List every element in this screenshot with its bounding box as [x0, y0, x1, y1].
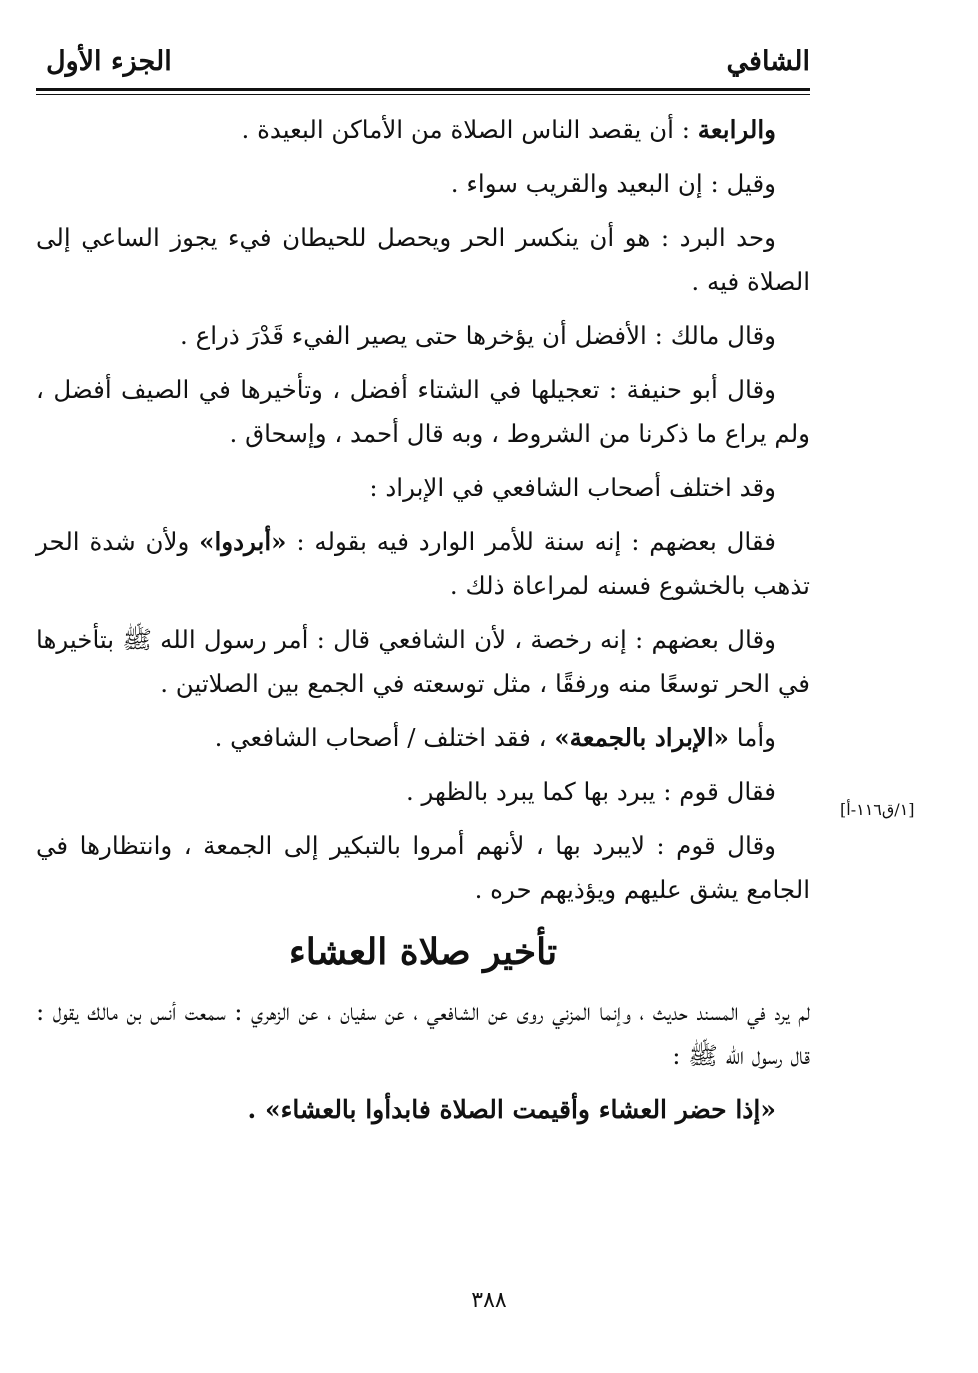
page-number: ٣٨٨ — [471, 1288, 507, 1313]
paragraph-9 — [36, 716, 810, 760]
paragraph-8: وقال بعضهم : إنه رخصة ، لأن الشافعي قال : أمر رسول الله ﷺ بتأخيرها في الحر توسعًا منه ورفقًا ، مثل توسعته في الجمع بين الصلاتين . — [36, 625, 810, 698]
paragraph-3: وحد البرد : هو أن ينكسر الحر ويحصل للحيطان فيء يجوز الساعي إلى الصلاة فيه . — [36, 223, 810, 296]
section-heading: تأخير صلاة العشاء — [288, 931, 558, 973]
paragraph-7-bold: «أبردوا» — [199, 527, 287, 556]
paragraph-1-text: : أن يقصد الناس الصلاة من الأماكن البعيدة . — [241, 115, 698, 144]
book-title: الشافي — [726, 46, 810, 77]
paragraph-5: وقال أبو حنيفة : تعجيلها في الشتاء أفضل ، وتأخيرها في الصيف أفضل ، ولم يراع ما ذكرنا من الشروط ، وبه قال أحمد ، وإسحاق . — [36, 375, 810, 448]
paragraph-10: فقال قوم : يبرد بها كما يبرد بالظهر . — [405, 777, 776, 806]
paragraph-11: وقال قوم : لايبرد بها ، لأنهم أمروا بالتبكير إلى الجمعة ، وانتظارها في الجامع يشق عليهم ويؤذيهم حره . — [36, 831, 810, 904]
header-rule-thick — [36, 88, 810, 91]
header-rule-thin — [36, 94, 810, 95]
paragraph-9-text-a: وأما — [728, 723, 776, 752]
paragraph-7-text-a: فقال بعضهم : إنه سنة للأمر الوارد فيه بقوله : — [286, 527, 776, 556]
part-label: الجزء الأول — [46, 46, 172, 77]
paragraph-12: لم يرد في المسند حديث ، وإنما المزني روى عن الشافعي ، عن سفيان ، عن الزهري : سمعت أنس بن مالك يقول : قال رسول الله ﷺ : — [36, 997, 810, 1070]
paragraph-9-text-b: ، فقد اختلف / أصحاب الشافعي . — [214, 723, 555, 752]
paragraph-7 — [36, 520, 810, 608]
paragraph-2: وقيل : إن البعيد والقريب سواء . — [450, 169, 776, 198]
body-text — [36, 108, 810, 1142]
hadith-quote: «إذا حضر العشاء وأقيمت الصلاة فابدأوا بالعشاء» . — [247, 1095, 776, 1124]
paragraph-9-bold: «الإبراد بالجمعة» — [554, 723, 729, 752]
paragraph-7-text-b: ولأن شدة الحر تذهب بالخشوع فسنه لمراعاة ذلك . — [36, 527, 810, 600]
running-header — [36, 40, 810, 92]
paragraph-6: وقد اختلف أصحاب الشافعي في الإبراد : — [369, 473, 776, 502]
paragraph-1-bold: والرابعة — [697, 115, 776, 144]
manuscript-folio-note: [١/ق١١٦-أ] — [840, 800, 915, 819]
paragraph-1 — [36, 108, 810, 152]
paragraph-4: وقال مالك : الأفضل أن يؤخرها حتى يصير الفيء قَدْرَ ذراع . — [180, 321, 776, 350]
